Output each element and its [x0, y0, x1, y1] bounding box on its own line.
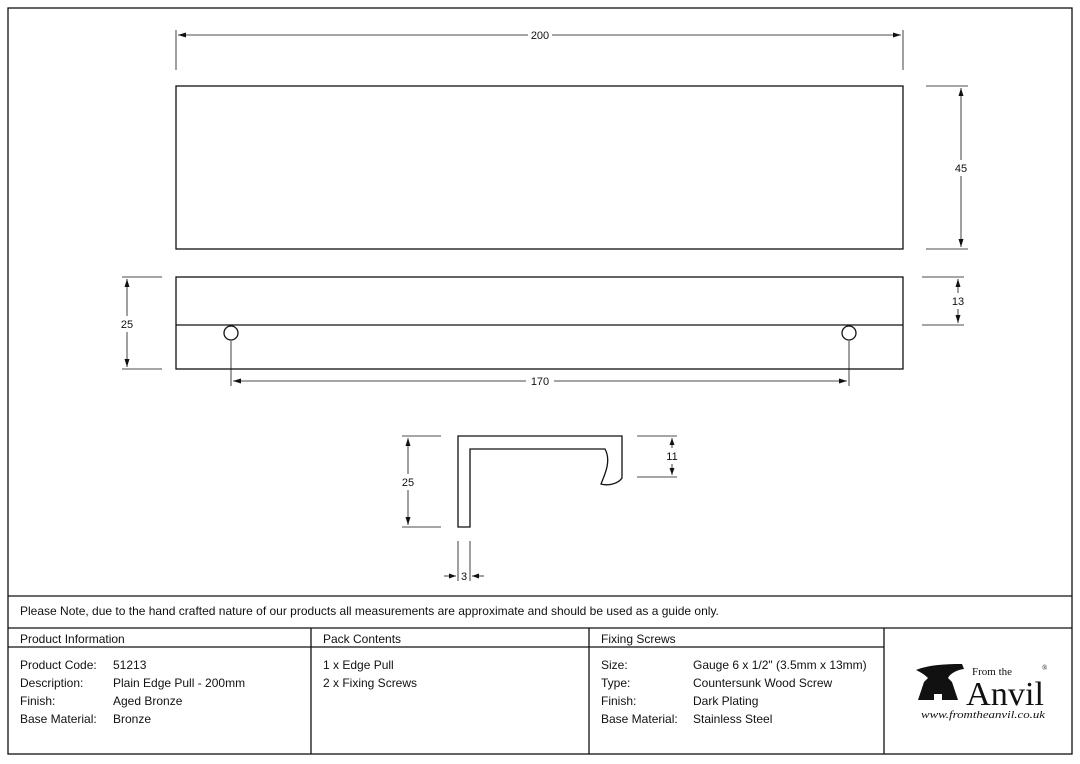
- dim-screw-centres: 170: [530, 376, 550, 388]
- base-material-label: Base Material:: [20, 712, 97, 726]
- finish-value: Aged Bronze: [113, 694, 183, 708]
- base-material-value: Bronze: [113, 712, 152, 726]
- fixing-screws-panel: [589, 628, 884, 754]
- front-view: [121, 277, 964, 388]
- logo-url: www.fromtheanvil.co.uk: [921, 710, 1046, 721]
- product-info-title: Product Information: [20, 632, 125, 646]
- dim-height-side: 25: [120, 319, 134, 331]
- screw-material-label: Base Material:: [601, 712, 678, 726]
- dim-lip-height: 13: [951, 296, 965, 308]
- screw-size-value: Gauge 6 x 1/2" (3.5mm x 13mm): [693, 658, 867, 672]
- pack-item-label: 2 x Fixing Screws: [323, 676, 418, 690]
- dim-thickness: 3: [460, 571, 468, 583]
- logo-registered-mark: ®: [1042, 664, 1048, 672]
- pack-item-label: 1 x Edge Pull: [323, 658, 394, 672]
- fixing-screws-title: Fixing Screws: [601, 632, 676, 646]
- product-code-label: Product Code:: [20, 658, 97, 672]
- brand-logo: [884, 628, 1072, 754]
- profile-outline: [458, 436, 622, 527]
- product-code-value: 51213: [113, 658, 147, 672]
- screw-hole-left: [224, 326, 238, 340]
- screw-size-label: Size:: [601, 658, 628, 672]
- top-view-outline: [176, 86, 903, 249]
- description-label: Description:: [20, 676, 84, 690]
- screw-finish-label: Finish:: [601, 694, 637, 708]
- finish-label: Finish:: [20, 694, 56, 708]
- logo-from-the: From the: [972, 666, 1013, 678]
- dim-profile-height: 25: [401, 477, 415, 489]
- description-value: Plain Edge Pull - 200mm: [113, 676, 246, 690]
- screw-type-value: Countersunk Wood Screw: [693, 676, 833, 690]
- pack-contents-panel: [311, 628, 589, 754]
- top-view: [176, 30, 968, 249]
- pack-contents-title: Pack Contents: [323, 632, 402, 646]
- logo-brand-name: Anvil: [966, 676, 1044, 713]
- screw-material-value: Stainless Steel: [693, 712, 773, 726]
- profile-view: [402, 436, 678, 583]
- dim-profile-depth: 11: [666, 451, 678, 463]
- product-info-panel: [8, 628, 311, 754]
- disclaimer-note: Please Note, due to the hand crafted nature of our products all measurements are approximate and should be used as a guide only.: [20, 604, 719, 618]
- anvil-icon: [916, 664, 964, 700]
- front-view-outline: [176, 277, 903, 369]
- screw-type-label: Type:: [601, 676, 631, 690]
- screw-hole-right: [842, 326, 856, 340]
- dim-overall-length: 200: [530, 30, 550, 42]
- screw-finish-value: Dark Plating: [693, 694, 759, 708]
- dim-width: 45: [954, 163, 968, 175]
